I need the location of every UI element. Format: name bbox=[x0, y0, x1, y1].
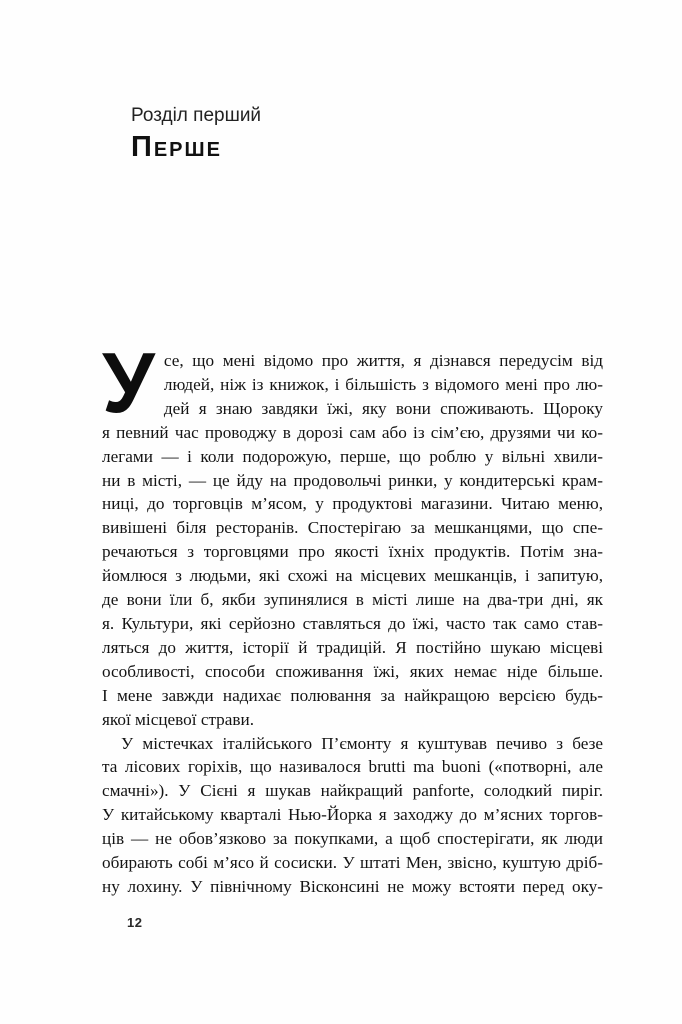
text-line: се, що мені відомо про життя, я дізнався передусім від bbox=[163, 351, 603, 370]
text-line: У містечках італійського П’ємонту я куштував печиво з безе bbox=[121, 733, 603, 753]
text-line: ни в місті, — це йду на продовольчі ринки, у кондитерські крам- bbox=[102, 470, 603, 490]
chapter-head bbox=[131, 104, 261, 162]
text-line: смачні»). У Сієні я шукав найкращий panforte, солодкий пиріг. bbox=[102, 781, 603, 801]
drop-cap: У bbox=[102, 336, 155, 431]
text-line: ниці, до торговців м’ясом, у продуктові магазини. Читаю меню, bbox=[102, 494, 603, 514]
text-line: та лісових горіхів, що називалося brutti ma buoni («потворні, але bbox=[102, 757, 603, 777]
text-line: дей я знаю завдяки їжі, яку вони споживають. Щороку bbox=[163, 398, 603, 418]
chapter-title: Перше bbox=[131, 131, 222, 163]
paragraph bbox=[102, 336, 603, 732]
text-line: я певний час проводжу в дорозі сам або із сім’єю, друзями чи ко- bbox=[102, 422, 603, 442]
text-line: ців — не обов’язково за покупками, а щоб спостерігати, як люди bbox=[102, 829, 603, 849]
text-line: І мене завжди надихає полювання за найкращою версією будь- bbox=[102, 685, 603, 705]
paragraph bbox=[102, 732, 603, 899]
text-line: якої місцевої страви. bbox=[102, 709, 255, 729]
text-line: У китайському кварталі Нью-Йорка я заходжу до м’ясних торгов- bbox=[102, 805, 603, 825]
text-line: речаються з торговцями про якості їхніх продуктів. Потім зна- bbox=[102, 542, 603, 562]
text-line: йомлюся з людьми, які схожі на місцевих мешканців, і запитую, bbox=[102, 566, 603, 586]
text-line: людей, ніж із книжок, і більшість з відомого мені про лю- bbox=[163, 374, 603, 394]
chapter-label: Розділ перший bbox=[131, 105, 262, 126]
body-text bbox=[102, 336, 603, 899]
text-line: особливості, способи споживання їжі, яких немає ніде більше. bbox=[102, 661, 603, 681]
text-line: ну лохину. У північному Вісконсині не можу встояти перед оку- bbox=[102, 876, 603, 896]
text-line: ляться до життя, історії й традицій. Я постійно шукаю місцеві bbox=[102, 637, 603, 657]
text-line: вивішені біля ресторанів. Спостерігаю за мешканцями, що спе- bbox=[102, 518, 603, 538]
text-line: легами — і коли подорожую, перше, що роблю у вільні хвили- bbox=[102, 446, 603, 466]
page-number: 12 bbox=[127, 915, 143, 930]
text-line: обирають собі м’ясо й сосиски. У штаті Мен, звісно, куштую дріб- bbox=[102, 853, 603, 873]
text-line: де вони їли б, якби зупинялися в місті лише на два-три дні, як bbox=[102, 590, 603, 610]
text-line: я. Культури, які серйозно ставляться до їжі, часто так само став- bbox=[102, 613, 603, 633]
